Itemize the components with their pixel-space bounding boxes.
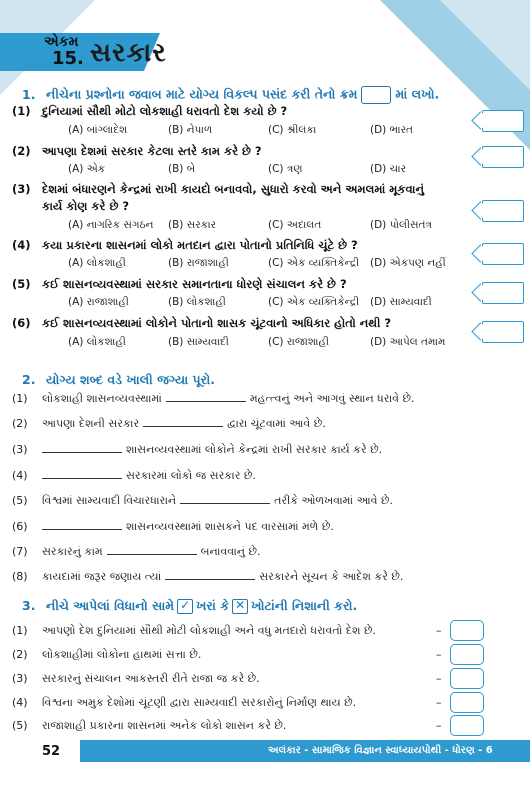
fill-item: (1) લોકશાહી શાસનવ્યવસ્થામાં મહત્ત્વનું અને આગવું સ્થાન ધરાવે છે. <box>12 392 415 405</box>
answer-tag-box[interactable] <box>482 146 524 168</box>
blank-line[interactable] <box>42 529 122 530</box>
answer-tag-box[interactable] <box>482 282 524 304</box>
true-false-item: (4) વિશ્વના અમુક દેશોમાં ચૂંટણી દ્વારા સામ્યવાદી સરકારોનું નિર્માણ થાય છે. <box>12 696 357 709</box>
true-false-item: (5) રાજાશાહી પ્રકારના શાસનમાં અનેક લોકો શાસન કરે છે. <box>12 719 287 732</box>
dash: – <box>436 648 442 661</box>
true-false-item: (1) આપણો દેશ દુનિયામાં સૌથી મોટી લોકશાહી અને વધુ મતદારો ધરાવતો દેશ છે. <box>12 624 377 637</box>
dash: – <box>436 672 442 685</box>
corner-decoration <box>440 0 530 90</box>
section-1-heading: 1. નીચેના પ્રશ્નોના જવાબ માટે યોગ્ય વિકલ્પ પસંદ કરી તેનો ક્રમ માં લખો. <box>12 86 439 104</box>
footer-title: અલંકાર - સામાજિક વિજ્ઞાન સ્વાધ્યાયપોથી - ધોરણ - 6 <box>268 745 493 756</box>
cross-mark-icon: ✕ <box>232 599 248 614</box>
answer-box-icon <box>361 86 391 104</box>
dash: – <box>436 624 442 637</box>
mcq-options: (A) બાંગ્લાદેશ (B) નેપાળ (C) શ્રીલંકા (D) ભારત <box>68 124 413 136</box>
mcq-question: (1) દુનિયામાં સૌથી મોટો લોકશાહી ધરાવતો દેશ કયો છે ? <box>12 104 288 118</box>
chapter-number: 15. <box>52 48 84 69</box>
mcq-question: (3) દેશમાં બંધારણને કેન્દ્રમાં રાખી કાયદો બનાવવો, સુધારો કરવો અને અમલમાં મૂકવાનું <box>12 182 425 196</box>
fill-item: (3) શાસનવ્યવસ્થામાં લોકોને કેન્દ્રમાં રાખી સરકાર કાર્ય કરે છે. <box>12 443 383 456</box>
answer-tag-box[interactable] <box>482 200 524 222</box>
mcq-options: (A) એક (B) બે (C) ત્રણ (D) ચાર <box>68 163 407 175</box>
answer-tag-box[interactable] <box>482 243 524 265</box>
mcq-question-cont: કાર્ય કોણ કરે છે ? <box>42 199 130 213</box>
mcq-question: (4) કયા પ્રકારના શાસનમાં લોકો મતદાન દ્વારા પોતાનો પ્રતિનિધિ ચૂંટે છે ? <box>12 238 358 252</box>
blank-line[interactable] <box>180 503 270 504</box>
answer-box[interactable] <box>450 692 484 713</box>
dash: – <box>436 719 442 732</box>
answer-box[interactable] <box>450 620 484 641</box>
mcq-options: (A) રાજાશાહી (B) લોકશાહી (C) એક વ્યક્તિકેન્દ્રી (D) સામ્યવાદી <box>68 296 432 308</box>
blank-line[interactable] <box>42 478 122 479</box>
chapter-label: એકમ <box>44 34 79 50</box>
mcq-question: (6) કઈ શાસનવ્યવસ્થામાં લોકોને પોતાનો શાસક ચૂંટવાનો અધિકાર હોતો નથી ? <box>12 316 392 330</box>
footer-page-area <box>0 740 80 762</box>
fill-item: (6) શાસનવ્યવસ્થામાં શાસકને પદ વારસામાં મળે છે. <box>12 520 334 533</box>
dash: – <box>436 696 442 709</box>
section-3-heading: 3. નીચે આપેલાં વિધાનો સામે ✓ ખરાં કે ✕ ખોટાંની નિશાની કરો. <box>22 598 358 613</box>
page-number: 52 <box>42 744 61 759</box>
fill-item: (4) સરકારમાં લોકો જ સરકાર છે. <box>12 469 256 482</box>
mcq-question: (2) આપણા દેશમાં સરકાર કેટલા સ્તરે કામ કરે છે ? <box>12 144 262 158</box>
section-2-heading: 2. યોગ્ય શબ્દ વડે ખાલી જગ્યા પૂરો. <box>22 372 215 387</box>
answer-tag-box[interactable] <box>482 110 524 132</box>
fill-item: (5) વિશ્વમાં સામ્યવાદી વિચારધારાને તરીકે ઓળખવામાં આવે છે. <box>12 494 393 507</box>
answer-tag-box[interactable] <box>482 321 524 343</box>
mcq-options: (A) લોકશાહી (B) સામ્યવાદી (C) રાજાશાહી (D) આપેલ તમામ <box>68 336 446 348</box>
blank-line[interactable] <box>165 579 255 580</box>
blank-line[interactable] <box>143 426 223 427</box>
fill-item: (2) આપણા દેશની સરકાર દ્વારા ચૂંટવામાં આવે છે. <box>12 417 326 430</box>
fill-item: (8) કાયદામાં જરૂર જણાય ત્યાં સરકારને સૂચન કે આદેશ કરે છે. <box>12 570 404 583</box>
true-false-item: (2) લોકશાહીમાં લોકોના હાથમાં સત્તા છે. <box>12 648 202 661</box>
answer-box[interactable] <box>450 668 484 689</box>
mcq-question: (5) કઈ શાસનવ્યવસ્થામાં સરકાર સમાનતાના ધોરણે સંચાલન કરે છે ? <box>12 277 347 291</box>
answer-box[interactable] <box>450 715 484 736</box>
blank-line[interactable] <box>42 452 122 453</box>
fill-item: (7) સરકારનું કામ બનાવવાનું છે. <box>12 545 261 558</box>
mcq-options: (A) લોકશાહી (B) રાજાશાહી (C) એક વ્યક્તિકેન્દ્રી (D) એકપણ નહીં <box>68 257 446 269</box>
blank-line[interactable] <box>166 401 246 402</box>
check-mark-icon: ✓ <box>177 599 193 614</box>
answer-box[interactable] <box>450 644 484 665</box>
chapter-title: સરકાર <box>90 38 167 68</box>
true-false-item: (3) સરકારનું સંચાલન આકસ્તરી રીતે રાજા જ કરે છે. <box>12 672 260 685</box>
mcq-options: (A) નાગરિક સંગઠન (B) સરકાર (C) અદાલત (D) પોલીસતંત્ર <box>68 219 432 231</box>
blank-line[interactable] <box>107 554 197 555</box>
